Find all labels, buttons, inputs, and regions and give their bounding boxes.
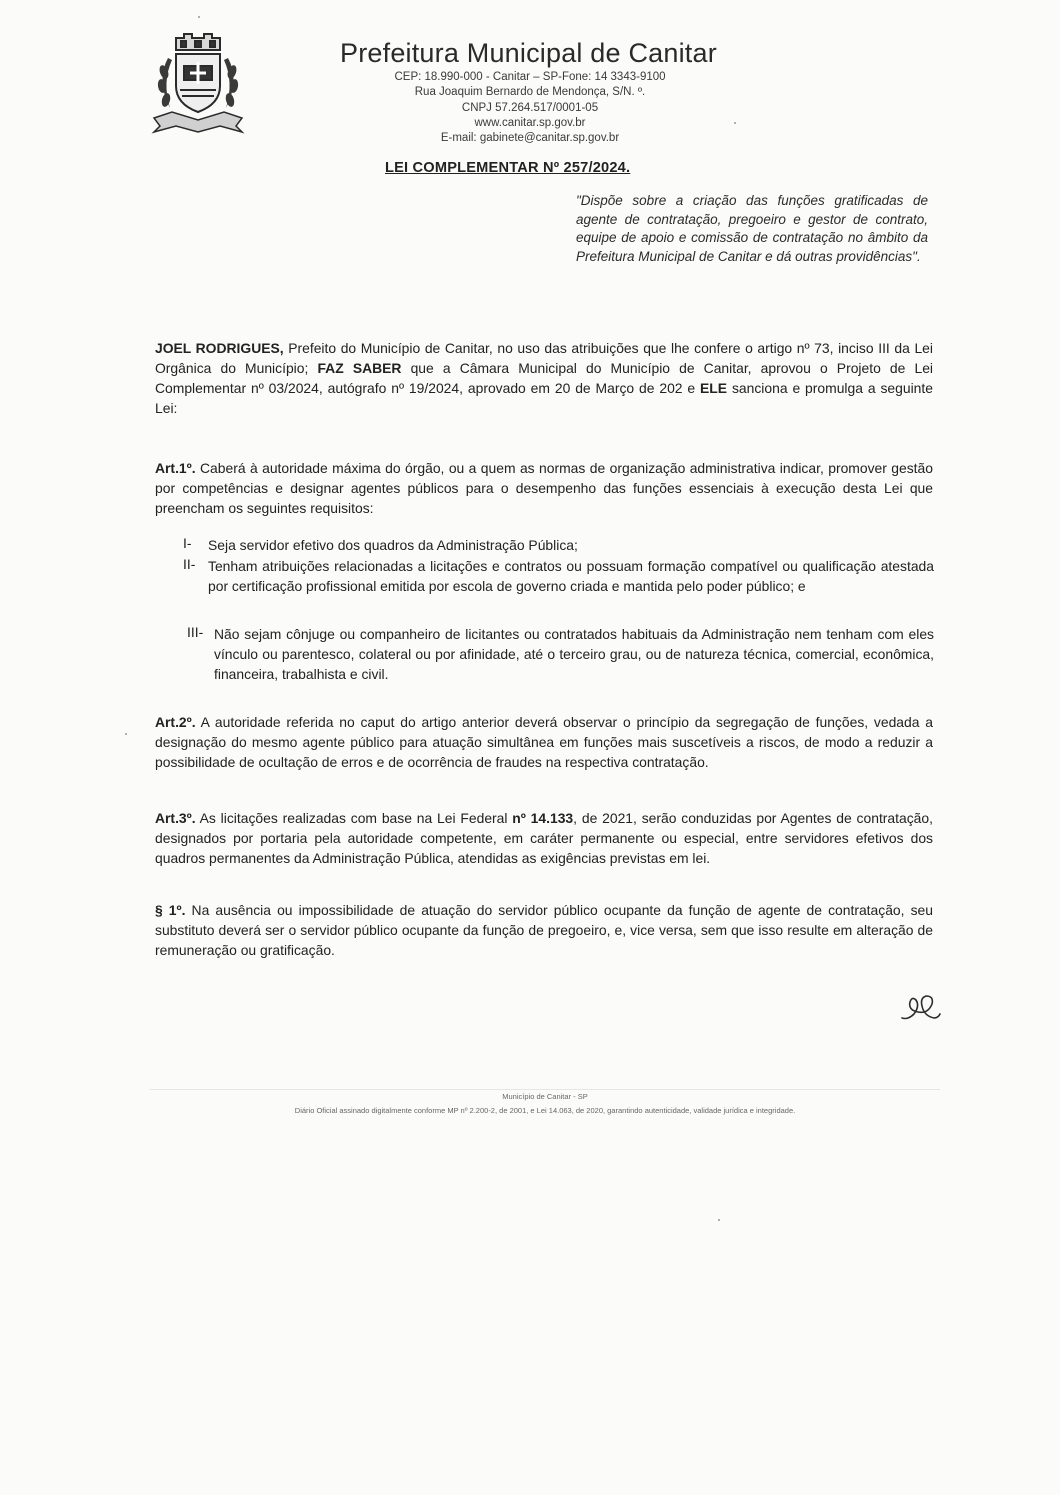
footer-municipality: Município de Canitar - SP [502,1092,588,1101]
inciso-1-text: Seja servidor efetivo dos quadros da Administração Pública; [208,537,578,553]
inciso-2-body: Tenham atribuições relacionadas a licitações e contratos ou possuam formação compatível ou qualificação atestada por certificação profissional emitida por escola de governo criada e mantida pelo poder público; e [208,558,934,594]
footer-digital-signature-notice: Diário Oficial assinado digitalmente conforme MP nº 2.200-2, de 2001, e Lei 14.063, de 2020, garantindo autenticidade, validade jurídica e integridade. [294,1106,796,1115]
article-3-text-2: , de 2021, serão conduzidas por Agentes de contratação, designados por portaria pela autoridade competente, em caráter permanente ou especial, entre servidores efetivos dos quadros permanentes da Administração Pública, atendidas as exigências previstas em lei. [155,810,933,866]
inciso-1-number: I- [183,535,192,551]
article-3 [155,808,933,868]
preamble-text-2: que a Câmara Municipal do Município de Canitar, aprovou o Projeto de Lei Complementar nº 03/2024, autógrafo nº 19/2024, aprovado em 20 de Março de 202 e [155,360,934,396]
paragraph-1-text: Na ausência ou impossibilidade de atuação do servidor público ocupante da função de agente de contratação, seu substituto deverá ser o servidor público ocupante da função de pregoeiro, e, vice versa, sem que isso resulte em alteração de remuneração ou gratificação. [155,902,933,958]
faz-saber: FAZ SABER [317,360,402,376]
article-2-label: Art.2º. [155,714,196,730]
paragraph-1 [155,900,933,960]
mayor-name: JOEL RODRIGUES, [155,340,284,356]
cep-phone-line: CEP: 18.990-000 - Canitar – SP-Fone: 14 3343-9100 [394,71,666,83]
preamble-text-3: sanciona e promulga a seguinte Lei: [155,380,933,416]
preamble-paragraph [155,338,933,418]
federal-law-number: nº 14.133 [512,810,574,826]
article-3-text: As licitações realizadas com base na Lei Federal [195,810,513,826]
header-contact-block [340,70,720,146]
preamble-text-1: Prefeito do Município de Canitar, no uso das atribuições que lhe confere o artigo nº 73, inciso III da Lei Orgânica do Município; [155,340,933,376]
article-3-label: Art.3º. [155,810,196,826]
inciso-3-number: III- [187,624,204,640]
cnpj-line: CNPJ 57.264.517/0001-05 [461,101,599,114]
scan-speck [125,733,127,735]
signature-initials [898,990,942,1024]
coat-of-arms-icon [148,28,248,134]
inciso-3-text: Não sejam cônjuge ou companheiro de licitantes ou contratados habituais da Administração nem tenham com eles vínculo ou parentesco, colateral ou por afinidade, até o terceiro grau, ou de natureza técnica, comercial, econômica, financeira, trabalhista e civil. [214,626,934,682]
law-summary: "Dispõe sobre a criação das funções gratificadas de agente de contratação, pregoeiro e gestor de contrato, equipe de apoio e comissão de contratação no âmbito da Prefeitura Municipal de Canitar e dá outras providências". [576,193,928,264]
municipality-title: Prefeitura Municipal de Canitar [340,38,717,68]
email-line: E-mail: gabinete@canitar.sp.gov.br [440,132,620,145]
inciso-2-text [208,556,934,596]
article-1-label: Art.1º. [155,460,196,476]
paragraph-1-label: § 1º. [155,902,186,918]
article-2-text: A autoridade referida no caput do artigo anterior deverá observar o princípio da segregação de funções, vedada a designação do mesmo agente público para atuação simultânea em funções mais suscetíveis a riscos, de modo a reduzir a possibilidade de ocultação de erros e de ocorrência de fraudes na respectiva contratação. [155,714,933,770]
article-1-text: Caberá à autoridade máxima do órgão, ou a quem as normas de organização administrativa indicar, promover gestão por competências e designar agentes públicos para o desempenho das funções essenciais à execução desta Lei que preencham os seguintes requisitos: [155,460,933,516]
footer-divider [150,1089,940,1090]
article-2 [155,712,933,772]
ele-label: ELE [700,380,728,396]
website-line: www.canitar.sp.gov.br [474,116,586,129]
scan-speck [718,1219,720,1221]
scan-speck [198,16,200,18]
law-title: LEI COMPLEMENTAR Nº 257/2024. [385,160,631,176]
address-line: Rua Joaquim Bernardo de Mendonça, S/N. º. [414,86,646,99]
scan-speck [734,122,736,124]
article-1 [155,458,933,518]
inciso-2-number: II- [183,556,196,572]
